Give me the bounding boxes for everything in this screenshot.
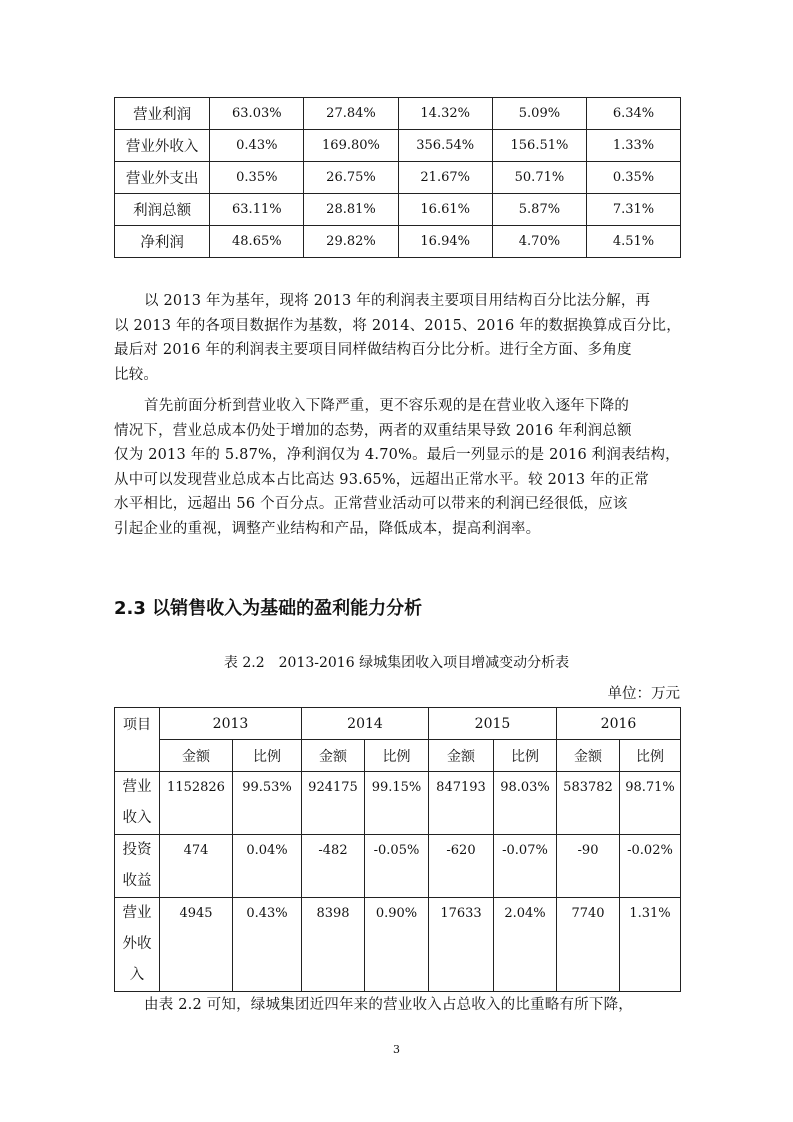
year-header: 2014: [302, 708, 429, 740]
row-label-line: 投资: [122, 842, 152, 858]
table-row: [115, 130, 681, 162]
row-label-line: 外收: [122, 936, 152, 952]
table-row: [115, 162, 681, 194]
table-cell: -90: [557, 835, 620, 898]
table-row: [115, 194, 681, 226]
row-label: 营业利润: [115, 98, 210, 130]
table-cell: 14.32%: [398, 98, 492, 130]
table-cell: 6.34%: [587, 98, 681, 130]
row-label: 营业外收入: [115, 130, 210, 162]
table-cell: 4945: [160, 898, 233, 992]
table-cell: 29.82%: [304, 226, 398, 258]
table-cell: 28.81%: [304, 194, 398, 226]
paragraph-analysis: [114, 394, 681, 542]
row-label-line: 收益: [122, 873, 152, 889]
text-line: 由表 2.2 可知，绿城集团近四年来的营业收入占总收入的比重略有所下降，: [144, 997, 633, 1013]
table-cell: 169.80%: [304, 130, 398, 162]
text-line: 从中可以发现营业总成本占比高达 93.65%，远超出正常水平。较 2013 年的正常: [114, 471, 649, 488]
amount-header: 金额: [160, 740, 233, 772]
ratio-header: 比例: [494, 740, 557, 772]
table-cell: 847193: [429, 772, 494, 835]
table-cell: 2.04%: [494, 898, 557, 992]
text-line: 以 2013 年的各项目数据作为基数，将 2014、2015、2016 年的数据换算成百分比，: [114, 317, 681, 334]
table-cell: 0.04%: [233, 835, 302, 898]
table-cell: 98.03%: [494, 772, 557, 835]
table-cell: 7.31%: [587, 194, 681, 226]
table-cell: 7740: [557, 898, 620, 992]
page-number: 3: [393, 1043, 400, 1056]
row-label: 净利润: [115, 226, 210, 258]
table-cell: 1.33%: [587, 130, 681, 162]
table-cell: 27.84%: [304, 98, 398, 130]
table-cell: 156.51%: [492, 130, 586, 162]
text-line: 引起企业的重视，调整产业结构和产品，降低成本，提高利润率。: [114, 520, 541, 537]
row-label: 营业外支出: [115, 162, 210, 194]
table-cell: 99.53%: [233, 772, 302, 835]
table-caption: 表 2.2 2013-2016 绿城集团收入项目增减变动分析表: [223, 655, 570, 671]
table-cell: -0.05%: [365, 835, 429, 898]
table-row: [115, 898, 681, 992]
text-line: 最后对 2016 年的利润表主要项目同样做结构百分比分析。进行全方面、多角度: [114, 342, 632, 359]
row-label-line: 营业: [122, 905, 152, 921]
table-cell: 17633: [429, 898, 494, 992]
table-cell: 99.15%: [365, 772, 429, 835]
table-cell: 474: [160, 835, 233, 898]
amount-header: 金额: [557, 740, 620, 772]
income-change-table: [114, 707, 681, 992]
row-label-line: 营业: [122, 779, 152, 795]
table-row: [115, 772, 681, 835]
table-cell: 4.70%: [492, 226, 586, 258]
text-line: 首先前面分析到营业收入下降严重，更不容乐观的是在营业收入逐年下降的: [144, 398, 630, 414]
table-subheader-row: [115, 740, 681, 772]
table-cell: 0.43%: [210, 130, 304, 162]
text-line: 水平相比，远超出 56 个百分点。正常营业活动可以带来的利润已经很低，应该: [114, 496, 628, 513]
year-header: 2013: [160, 708, 302, 740]
row-label: [115, 772, 160, 835]
table-cell: -0.02%: [620, 835, 681, 898]
table-cell: 0.35%: [587, 162, 681, 194]
table-cell: 8398: [302, 898, 365, 992]
table-cell: 63.03%: [210, 98, 304, 130]
table-cell: 26.75%: [304, 162, 398, 194]
row-label-line: 收入: [122, 810, 152, 826]
table-row: [115, 226, 681, 258]
table-cell: 1152826: [160, 772, 233, 835]
unit-label: 单位：万元: [607, 686, 680, 702]
table-cell: 583782: [557, 772, 620, 835]
table-cell: 5.09%: [492, 98, 586, 130]
table-cell: 21.67%: [398, 162, 492, 194]
amount-header: 金额: [302, 740, 365, 772]
table-cell: 16.61%: [398, 194, 492, 226]
table-cell: 16.94%: [398, 226, 492, 258]
row-label: [115, 898, 160, 992]
text-line: 比较。: [114, 366, 159, 383]
text-line: 情况下，营业总成本仍处于增加的态势，两者的双重结果导致 2016 年利润总额: [114, 422, 632, 439]
table-cell: 5.87%: [492, 194, 586, 226]
year-header: 2016: [557, 708, 681, 740]
item-header: 项目: [115, 708, 160, 772]
ratio-header: 比例: [233, 740, 302, 772]
paragraph-method: [114, 289, 681, 387]
table-row: [115, 835, 681, 898]
ratio-header: 比例: [365, 740, 429, 772]
paragraph-conclusion: [114, 993, 681, 1018]
profit-structure-table: [114, 97, 681, 258]
row-label-line: 入: [129, 967, 145, 983]
year-header: 2015: [429, 708, 557, 740]
table-cell: 0.90%: [365, 898, 429, 992]
row-label: 利润总额: [115, 194, 210, 226]
table-cell: 50.71%: [492, 162, 586, 194]
row-label: [115, 835, 160, 898]
table-cell: -0.07%: [494, 835, 557, 898]
table-cell: 924175: [302, 772, 365, 835]
table-cell: 4.51%: [587, 226, 681, 258]
table-cell: -482: [302, 835, 365, 898]
table-cell: 356.54%: [398, 130, 492, 162]
text-line: 仅为 2013 年的 5.87%，净利润仅为 4.70%。最后一列显示的是 2016 利润表结构，: [114, 447, 680, 464]
table-cell: 98.71%: [620, 772, 681, 835]
table-header-row: [115, 708, 681, 740]
table-cell: 1.31%: [620, 898, 681, 992]
section-heading: 2.3 以销售收入为基础的盈利能力分析: [114, 598, 423, 619]
table-cell: 63.11%: [210, 194, 304, 226]
table-cell: 0.35%: [210, 162, 304, 194]
table-cell: -620: [429, 835, 494, 898]
amount-header: 金额: [429, 740, 494, 772]
ratio-header: 比例: [620, 740, 681, 772]
text-line: 以 2013 年为基年，现将 2013 年的利润表主要项目用结构百分比法分解，再: [144, 293, 651, 309]
table-cell: 48.65%: [210, 226, 304, 258]
table-row: [115, 98, 681, 130]
table-cell: 0.43%: [233, 898, 302, 992]
